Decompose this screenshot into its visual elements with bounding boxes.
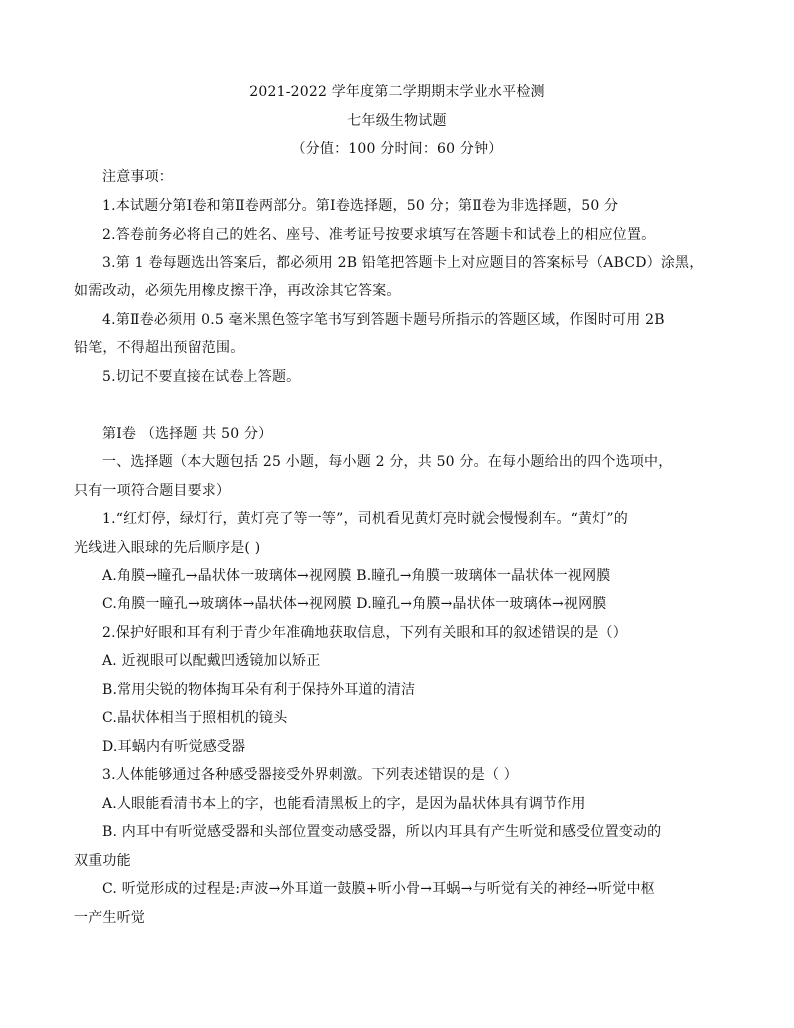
question-2-option-b: B.常用尖锐的物体掏耳朵有利于保持外耳道的清洁 [102,682,416,698]
question-3-option-b-continued: 双重功能 [74,853,131,869]
notice-item: 3.第 1 卷每题选出答案后，都必须用 2B 铅笔把答题卡上对应题目的答案标号（ABCD）涂黑， [102,255,704,271]
question-1-stem-continued: 光线进入眼球的先后顺序是( ) [74,540,261,556]
question-3-option-b: B. 内耳中有听觉感受器和头部位置变动感受器，所以内耳具有产生听觉和感受位置变动的 [102,824,662,840]
question-3-option-c: C. 听觉形成的过程是:声波→外耳道一鼓膜+听小骨→耳蜗→与听觉有关的神经→听觉中枢 [102,881,655,897]
section-title: 第Ⅰ卷 （选择题 共 50 分） [102,426,273,442]
section-instruction: 一、选择题（本大题包括 25 小题，每小题 2 分，共 50 分。在每小题给出的四个选项中， [102,454,673,470]
question-2-option-a: A. 近视眼可以配戴凹透镜加以矫正 [102,653,321,669]
exam-title: 2021-2022 学年度第二学期期末学业水平检测 [249,84,545,100]
question-1-options-cd: C.角膜一瞳孔→玻璃体→晶状体→视网膜 D.瞳孔→角膜→晶状体一玻璃体→视网膜 [102,596,607,612]
exam-subtitle: 七年级生物试题 [347,113,447,129]
exam-meta: （分值：100 分时间：60 分钟） [291,141,503,157]
notice-item: 1.本试题分第Ⅰ卷和第Ⅱ卷两部分。第Ⅰ卷选择题，50 分；第Ⅱ卷为非选择题，50 分 [102,198,619,214]
notice-item-continued: 铅笔，不得超出预留范围。 [74,340,245,356]
notice-item: 5.切记不要直接在试卷上答题。 [102,369,301,385]
question-1-options-ab: A.角膜→瞳孔→晶状体一玻璃体→视网膜 B.瞳孔→角膜一玻璃体一晶状体一视网膜 [102,568,611,584]
notice-item: 4.第Ⅱ卷必须用 0.5 毫米黑色签字笔书写到答题卡题号所指示的答题区域，作图时可用 2B [102,312,665,328]
notice-heading: 注意事项： [102,169,173,185]
question-3-stem: 3.人体能够通过各种感受器接受外界刺激。下列表述错误的是（ ） [102,767,519,783]
notice-item-continued: 如需改动，必须先用橡皮擦干净，再改涂其它答案。 [74,283,401,299]
section-instruction-continued: 只有一项符合题目要求） [74,483,231,499]
question-2-option-c: C.晶状体相当于照相机的镜头 [102,710,288,726]
question-3-option-a: A.人眼能看清书本上的字，也能看清黑板上的字，是因为晶状体具有调节作用 [102,796,586,812]
question-3-option-c-continued: 一产生听觉 [74,910,145,926]
question-1-stem: 1.“红灯停，绿灯行，黄灯亮了等一等”，司机看见黄灯亮时就会慢慢刹车。“黄灯”的 [102,511,628,527]
question-2-stem: 2.保护好眼和耳有利于青少年准确地获取信息，下列有关眼和耳的叙述错误的是（） [102,625,627,641]
question-2-option-d: D.耳蜗内有听觉感受器 [102,739,246,755]
notice-item: 2.答卷前务必将自己的姓名、座号、准考证号按要求填写在答题卡和试卷上的相应位置。 [102,227,656,243]
